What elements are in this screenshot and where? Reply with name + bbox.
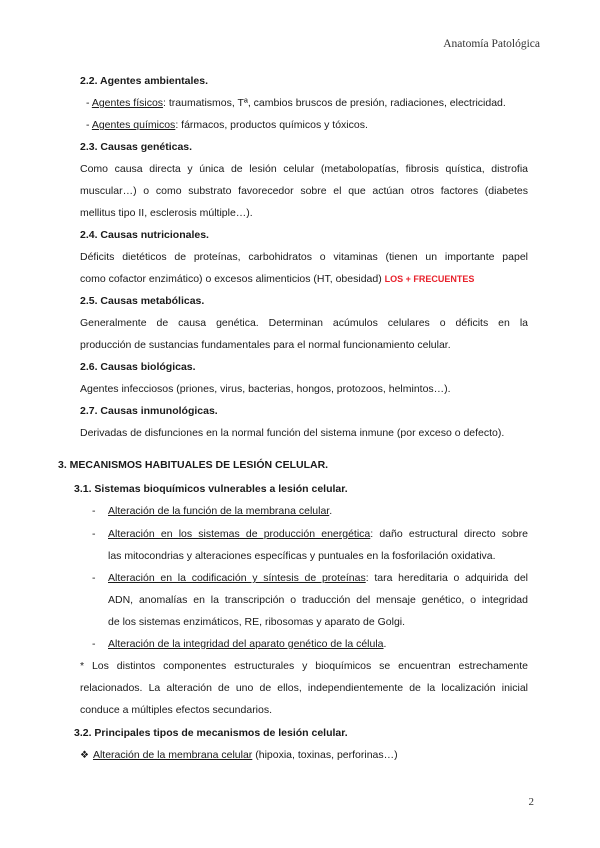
term-agentes-quimicos: Agentes químicos (91, 119, 176, 131)
note-line: relacionados. La alteración de uno de ellos, independientemente de la localización inicial (80, 682, 528, 694)
list-item-continuation: ADN, anomalías en la transcripción o traducción del mensaje genético, o integridad (108, 594, 528, 606)
dash-bullet: - (92, 528, 96, 540)
diamond-bullet-icon: ❖ (80, 750, 89, 761)
term-energetica: Alteración en los sistemas de producción energética (108, 528, 371, 540)
paragraph-line: Agentes infecciosos (priones, virus, bacterias, hongos, protozoos, helmintos…). (80, 383, 451, 395)
list-item-genetico (108, 637, 386, 651)
section-heading-3: 3. MECANISMOS HABITUALES DE LESIÓN CELULAR. (58, 459, 329, 471)
list-item-continuation: de los sistemas enzimáticos, RE, ribosomas y aparato de Golgi. (108, 616, 406, 628)
paragraph-line: Generalmente de causa genética. Determinan acúmulos celulares o déficits en la (80, 317, 528, 329)
dash-bullet: - (86, 119, 90, 131)
list-item-agentes-quimicos (86, 118, 368, 132)
section-heading-2-6: 2.6. Causas biológicas. (80, 361, 196, 373)
paragraph-line: Como causa directa y única de lesión celular (metabolopatías, fibrosis quística, distrofia (80, 163, 528, 175)
paragraph-line-with-note (80, 272, 474, 286)
section-heading-2-2: 2.2. Agentes ambientales. (80, 75, 208, 87)
term-genetico: Alteración de la integridad del aparato genético de la célula (108, 638, 384, 650)
item-text: : fármacos, productos químicos y tóxicos. (175, 119, 368, 131)
item-text: : traumatismos, Tª, cambios bruscos de presión, radiaciones, electricidad. (163, 97, 506, 109)
list-item-agentes-fisicos (86, 96, 506, 110)
item-text: : daño estructural directo sobre (370, 528, 528, 540)
list-item-membrana (108, 504, 332, 518)
running-header: Anatomía Patológica (443, 38, 540, 50)
term-agentes-fisicos: Agentes físicos (91, 97, 164, 109)
section-heading-2-5: 2.5. Causas metabólicas. (80, 295, 205, 307)
term-membrana-celular: Alteración de la membrana celular (92, 749, 253, 761)
list-item-continuation: las mitocondrias y alteraciones específicas y puntuales en la fosforilación oxidativa. (108, 550, 496, 562)
dash-bullet: - (92, 572, 96, 584)
list-item-proteinas (108, 571, 528, 585)
highlight-note: LOS + FRECUENTES (384, 274, 475, 284)
paragraph-line: Derivadas de disfunciones en la normal función del sistema inmune (por exceso o defecto). (80, 427, 505, 439)
paragraph-line: Déficits dietéticos de proteínas, carbohidratos o vitaminas (tienen un importante papel (80, 251, 528, 263)
section-heading-2-3: 2.3. Causas genéticas. (80, 141, 193, 153)
item-text: . (383, 638, 387, 650)
dash-bullet: - (92, 505, 96, 517)
section-heading-2-7: 2.7. Causas inmunológicas. (80, 405, 218, 417)
section-heading-3-1: 3.1. Sistemas bioquímicos vulnerables a lesión celular. (74, 483, 348, 495)
list-item-membrana-celular (80, 748, 398, 763)
note-line: conduce a múltiples efectos secundarios. (80, 704, 273, 716)
item-text: (hipoxia, toxinas, perforinas…) (252, 749, 398, 761)
note-line: * Los distintos componentes estructurales y bioquímicos se encuentran estrechamente (80, 660, 528, 672)
dash-bullet: - (86, 97, 90, 109)
list-item-energetica (108, 527, 528, 541)
paragraph-line: mellitus tipo II, esclerosis múltiple…). (80, 207, 253, 219)
item-text: : tara hereditaria o adquirida del (365, 572, 528, 584)
term-proteinas: Alteración en la codificación y síntesis de proteínas (108, 572, 366, 584)
term-membrana: Alteración de la función de la membrana celular (108, 505, 330, 517)
paragraph-line: muscular…) o como substrato favorecedor sobre el que actúan otros factores (diabetes (80, 185, 528, 197)
item-text: . (329, 505, 333, 517)
dash-bullet: - (92, 638, 96, 650)
page-number: 2 (528, 796, 534, 808)
section-heading-3-2: 3.2. Principales tipos de mecanismos de lesión celular. (74, 727, 348, 739)
section-heading-2-4: 2.4. Causas nutricionales. (80, 229, 209, 241)
paragraph-text: como cofactor enzimático) o excesos alimenticios (HT, obesidad) (80, 273, 382, 285)
paragraph-line: producción de sustancias fundamentales para el normal funcionamiento celular. (80, 339, 451, 351)
